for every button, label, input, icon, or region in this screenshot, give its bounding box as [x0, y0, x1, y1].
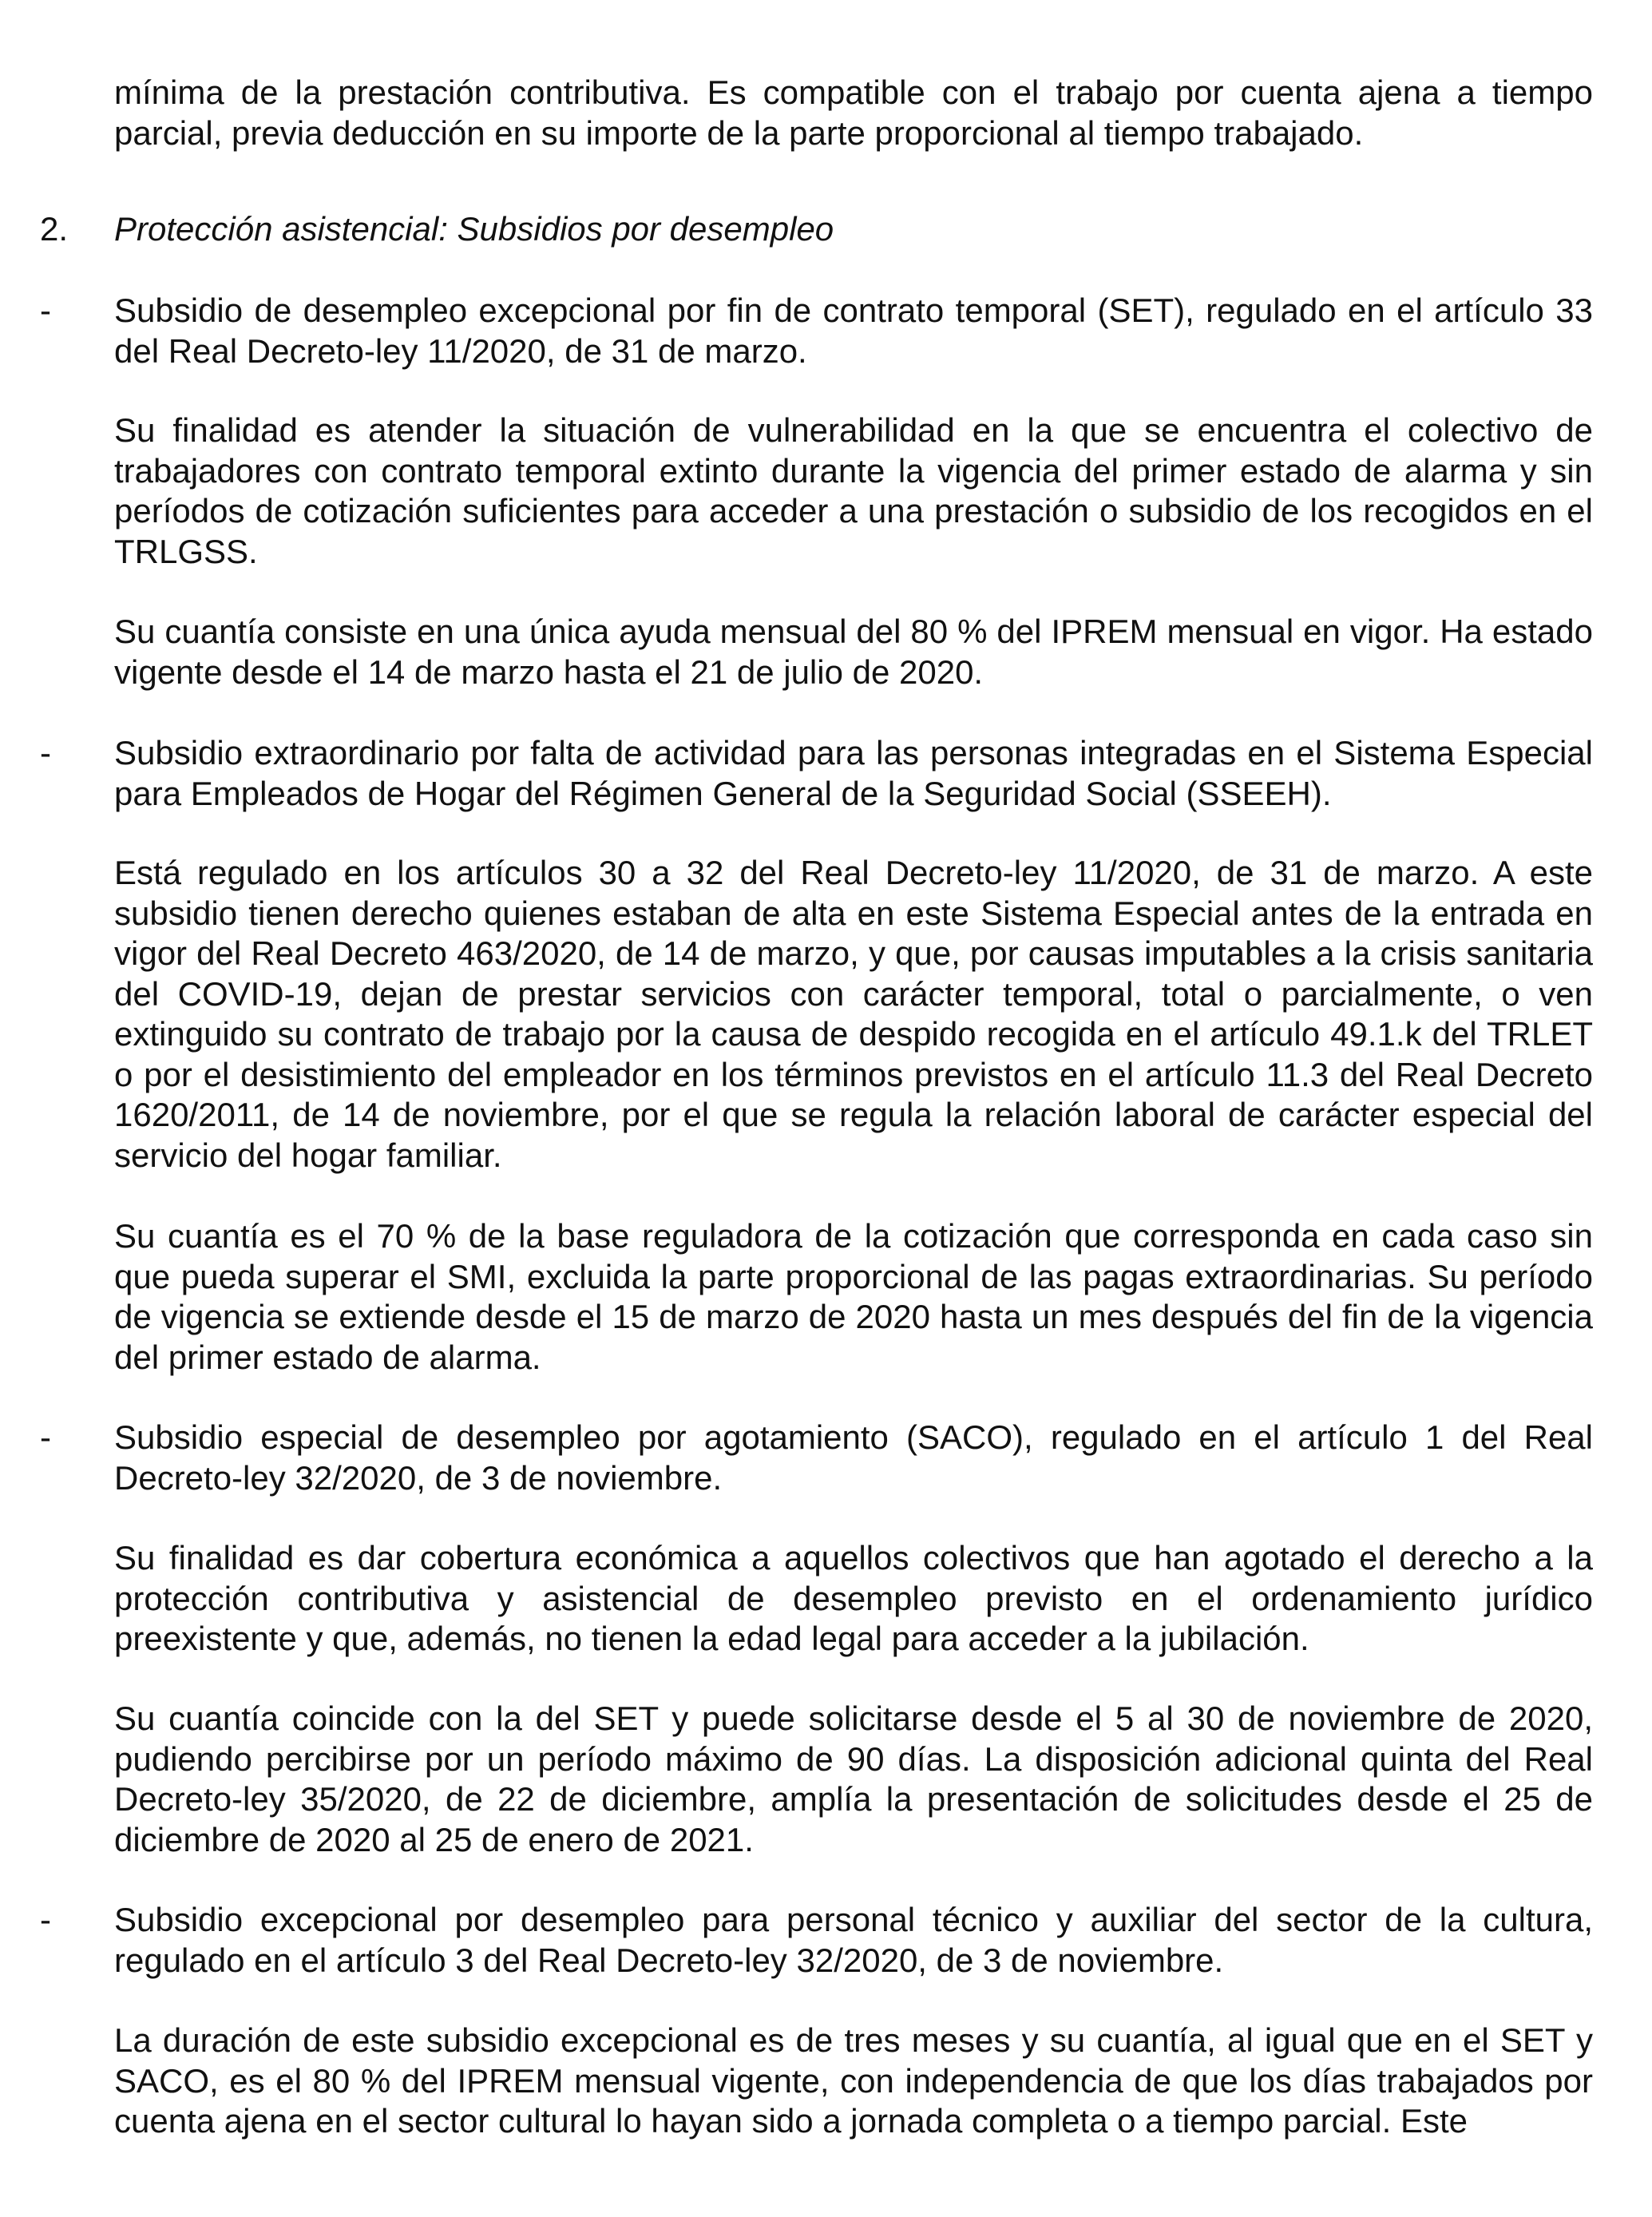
list-item-cultura: Subsidio excepcional por desempleo para personal técnico y auxiliar del sector de la cultura, regulado en el artículo 3 del Real Decreto-ley 32/2020, de 3 de noviembre. — [114, 1901, 1593, 1979]
paragraph-saco-cuantia: Su cuantía coincide con la del SET y puede solicitarse desde el 5 al 30 de noviembre de 2020, pudiendo percibirse por un período máximo de 90 días. La disposición adicional quinta del Real Decreto-ley 35/2020, de 22 de diciembre, amplía la presentación de solicitudes desde el 25 de diciembre de 2020 al 25 de enero de 2021. — [114, 1699, 1593, 1858]
paragraph-saco-finalidad: Su finalidad es dar cobertura económica a aquellos colectivos que han agotado el derecho a la protección contributiva y asistencial de desempleo previsto en el ordenamiento jurídico preexistente y que, además, no tienen la edad legal para acceder a la jubilación. — [114, 1539, 1593, 1657]
list-bullet: - — [40, 734, 51, 771]
paragraph-set-finalidad: Su finalidad es atender la situación de vulnerabilidad en la que se encuentra el colectivo de trabajadores con contrato temporal extinto durante la vigencia del primer estado de alarma y sin períodos de cotización suficientes para acceder a una prestación o subsidio de los recogidos en el TRLGSS. — [114, 411, 1593, 570]
section-heading: Protección asistencial: Subsidios por desempleo — [114, 210, 834, 248]
paragraph-contributiva-continuation: mínima de la prestación contributiva. Es compatible con el trabajo por cuenta ajena a tiempo parcial, previa deducción en su importe de la parte proporcional al tiempo trabajado. — [114, 73, 1593, 152]
list-item-set: Subsidio de desempleo excepcional por fin de contrato temporal (SET), regulado en el artículo 33 del Real Decreto-ley 11/2020, de 31 de marzo. — [114, 292, 1593, 370]
list-bullet: - — [40, 1418, 51, 1456]
list-item-saco: Subsidio especial de desempleo por agotamiento (SACO), regulado en el artículo 1 del Real Decreto-ley 32/2020, de 3 de noviembre. — [114, 1418, 1593, 1497]
paragraph-sseeh-cuantia: Su cuantía es el 70 % de la base reguladora de la cotización que corresponda en cada caso sin que pueda superar el SMI, excluida la parte proporcional de las pagas extraordinarias. Su período de vigencia se extiende desde el 15 de marzo de 2020 hasta un mes después del fin de la vigencia del primer estado de alarma. — [114, 1217, 1593, 1376]
paragraph-sseeh-regulacion: Está regulado en los artículos 30 a 32 del Real Decreto-ley 11/2020, de 31 de marzo. A este subsidio tienen derecho quienes estaban de alta en este Sistema Especial antes de la entrada en vigor del Real Decreto 463/2020, de 14 de marzo, y que, por causas imputables a la crisis sanitaria del COVID-19, dejan de prestar servicios con carácter temporal, total o parcialmente, o ven extinguido su contrato de trabajo por la causa de despido recogida en el artículo 49.1.k del TRLET o por el desistimiento del empleador en los términos previstos en el artículo 11.3 del Real Decreto 1620/2011, de 14 de noviembre, por el que se regula la relación laboral de carácter especial del servicio del hogar familiar. — [114, 854, 1593, 1174]
list-item-sseeh: Subsidio extraordinario por falta de actividad para las personas integradas en el Sistema Especial para Empleados de Hogar del Régimen General de la Seguridad Social (SSEEH). — [114, 734, 1593, 812]
list-bullet: - — [40, 292, 51, 329]
paragraph-set-cuantia: Su cuantía consiste en una única ayuda mensual del 80 % del IPREM mensual en vigor. Ha estado vigente desde el 14 de marzo hasta el 21 de julio de 2020. — [114, 613, 1593, 691]
section-number: 2. — [40, 210, 69, 248]
paragraph-cultura-duracion: La duración de este subsidio excepcional es de tres meses y su cuantía, al igual que en el SET y SACO, es el 80 % del IPREM mensual vigente, con independencia de que los días trabajados por cuenta ajena en el sector cultural lo hayan sido a jornada completa o a tiempo parcial. Este — [114, 2021, 1593, 2140]
list-bullet: - — [40, 1901, 51, 1938]
